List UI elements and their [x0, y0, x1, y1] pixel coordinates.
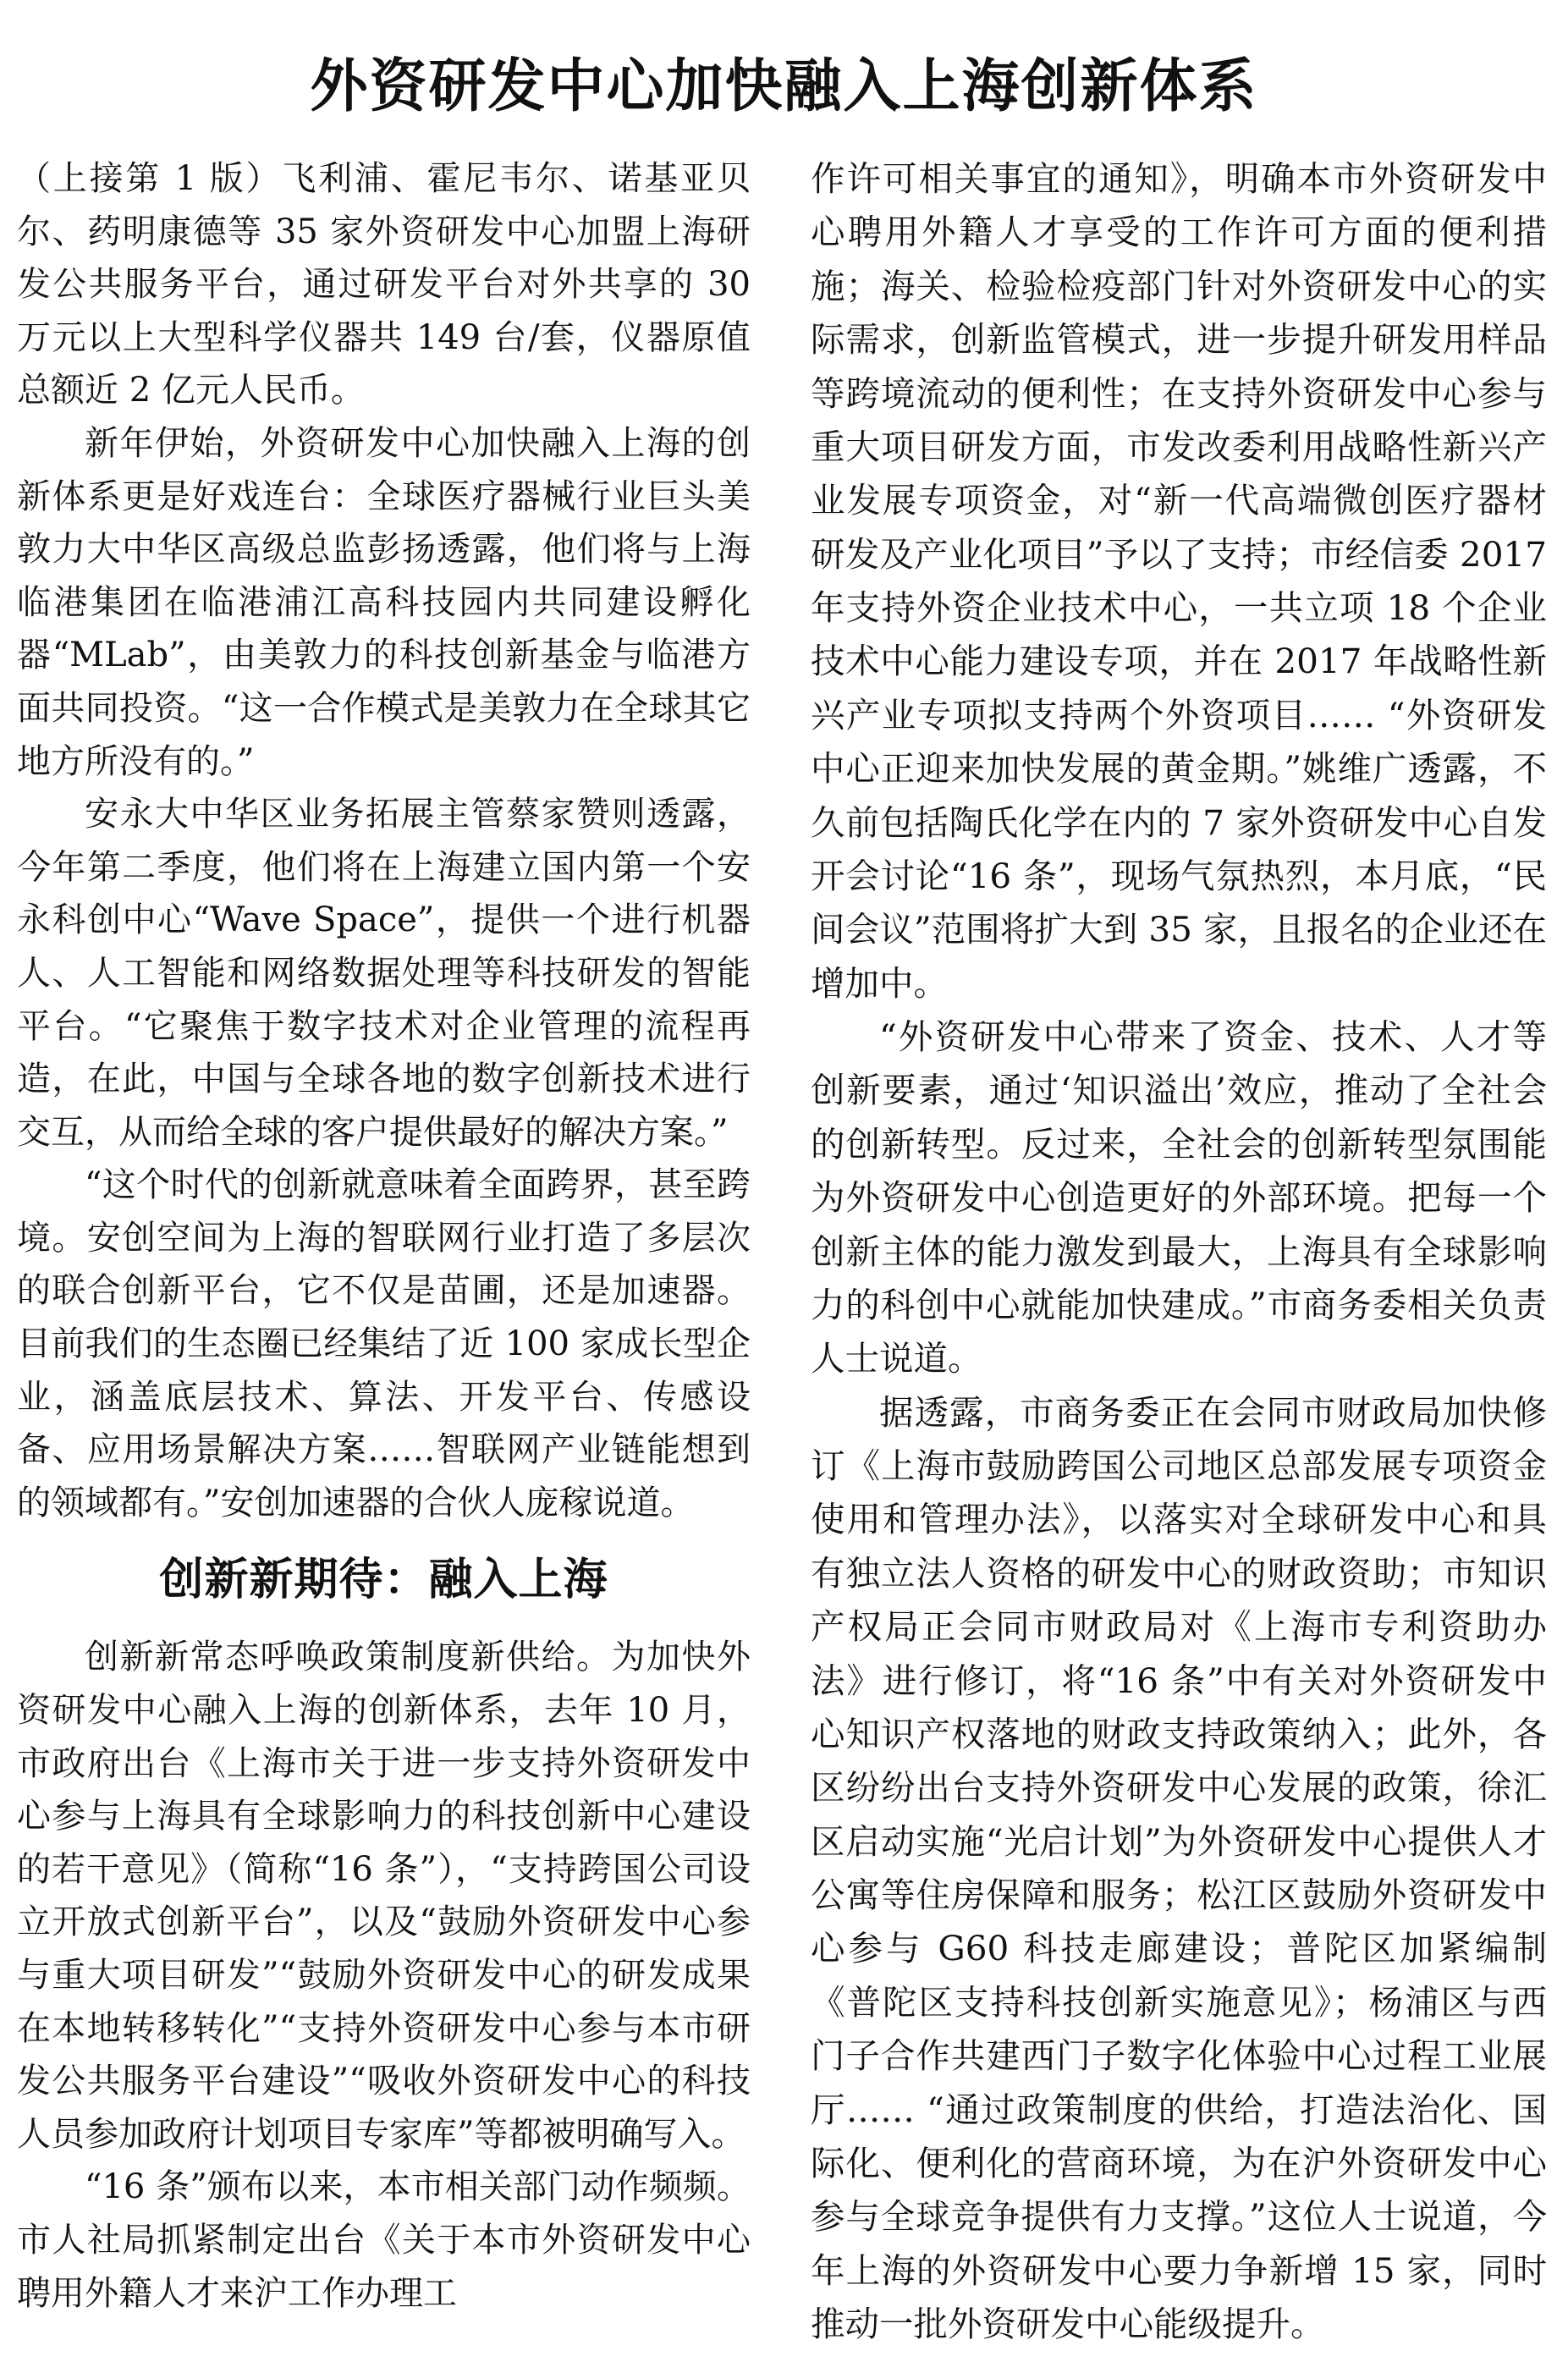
paragraph-policy-revisions: 据透露，市商务委正在会同市财政局加快修订《上海市鼓励跨国公司地区总部发展专项资金使用和管理办法》，以落实对全球研发中心和具有独立法人资格的研发中心的财政资助；市知识产权局正会同市财政局对《上海市专利资助办法》进行修订，将“16 条”中有关对外资研发中心知识产权落地的财政支持政策纳入；此外，各区纷纷出台支持外资研发中心发展的政策，徐汇区启动实施“光启计划”为外资研发中心提供人才公寓等住房保障和服务；松江区鼓励外资研发中心参与 G60 科技走廊建设；普陀区加紧编制《普陀区支持科技创新实施意见》；杨浦区与西门子合作共建西门子数字化体验中心过程工业展厅…… “通过政策制度的供给，打造法治化、国际化、便利化的营商环境，为在沪外资研发中心参与全球竞争提供有力支撑。”这位人士说道，今年上海的外资研发中心要力争新增 15 家，同时推动一批外资研发中心能级提升。 — [811, 1391, 1547, 2344]
paragraph-continued-from-page-1: （上接第 1 版）飞利浦、霍尼韦尔、诺基亚贝尔、药明康德等 35 家外资研发中心加盟上海研发公共服务平台，通过研发平台对外共享的 30 万元以上大型科学仪器共 149 台/套，仪器原值总额近 2 亿元人民币。 — [17, 159, 751, 410]
paragraph-departments-action: “16 条”颁布以来，本市相关部门动作频频。市人社局抓紧制定出台《关于本市外资研发中心聘用外籍人才来沪工作办理工 — [17, 2167, 751, 2313]
right-column — [811, 152, 1547, 2351]
left-column — [17, 152, 751, 2320]
paragraph-ey-wave-space: 安永大中华区业务拓展主管蔡家赞则透露，今年第二季度，他们将在上海建立国内第一个安永科创中心“Wave Space”，提供一个进行机器人、人工智能和网络数据处理等科技研发的智能平台。“它聚焦于数字技术对企业管理的流程再造，在此，中国与全球各地的数字创新技术进行交互，从而给全球的客户提供最好的解决方案。” — [17, 795, 751, 1152]
section-subhead: 创新新期待：融入上海 — [159, 1555, 608, 1606]
paragraph-medtronic: 新年伊始，外资研发中心加快融入上海的创新体系更是好戏连台：全球医疗器械行业巨头美敦力大中华区高级总监彭扬透露，他们将与上海临港集团在临港浦江高科技园内共同建设孵化器“MLab”，由美敦力的科技创新基金与临港方面共同投资。“这一合作模式是美敦力在全球其它地方所没有的。” — [17, 423, 751, 781]
paragraph-continued-work-permit: 作许可相关事宜的通知》，明确本市外资研发中心聘用外籍人才享受的工作许可方面的便利措施；海关、检验检疫部门针对外资研发中心的实际需求，创新监管模式，进一步提升研发用样品等跨境流动的便利性；在支持外资研发中心参与重大项目研发方面，市发改委利用战略性新兴产业发展专项资金，对“新一代高端微创医疗器材研发及产业化项目”予以了支持；市经信委 2017 年支持外资企业技术中心，一共立项 18 个企业技术中心能力建设专项，并在 2017 年战略性新兴产业专项拟支持两个外资项目…… “外资研发中心正迎来加快发展的黄金期。”姚维广透露，不久前包括陶氏化学在内的 7 家外资研发中心自发开会讨论“16 条”，现场气氛热烈，本月底，“民间会议”范围将扩大到 35 家，且报名的企业还在增加中。 — [811, 158, 1547, 1004]
paragraph-knowledge-spillover: “外资研发中心带来了资金、技术、人才等创新要素，通过‘知识溢出’效应，推动了全社会的创新转型。反过来，全社会的创新转型氛围能为外资研发中心创造更好的外部环境。把每一个创新主体的能力激发到最大，上海具有全球影响力的科创中心就能加快建成。”市商务委相关负责人士说道。 — [811, 1016, 1547, 1379]
paragraph-policy-16-articles: 创新新常态呼唤政策制度新供给。为加快外资研发中心融入上海的创新体系，去年 10 月，市政府出台《上海市关于进一步支持外资研发中心参与上海具有全球影响力的科技创新中心建设的若干意见》（简称“16 条”），“支持跨国公司设立开放式创新平台”，以及“鼓励外资研发中心参与重大项目研发”“鼓励外资研发中心的研发成果在本地转移转化”“支持外资研发中心参与本市研发公共服务平台建设”“吸收外资研发中心的科技人员参加政府计划项目专家库”等都被明确写入。 — [17, 1638, 751, 2154]
headline: 外资研发中心加快融入上海创新体系 — [310, 53, 1258, 120]
paragraph-arm-accelerator: “这个时代的创新就意味着全面跨界，甚至跨境。安创空间为上海的智联网行业打造了多层次的联合创新平台，它不仅是苗圃，还是加速器。目前我们的生态圈已经集结了近 100 家成长型企业，涵盖底层技术、算法、开发平台、传感设备、应用场景解决方案……智联网产业链能想到的领域都有。”安创加速器的合伙人庞稼说道。 — [17, 1165, 751, 1522]
